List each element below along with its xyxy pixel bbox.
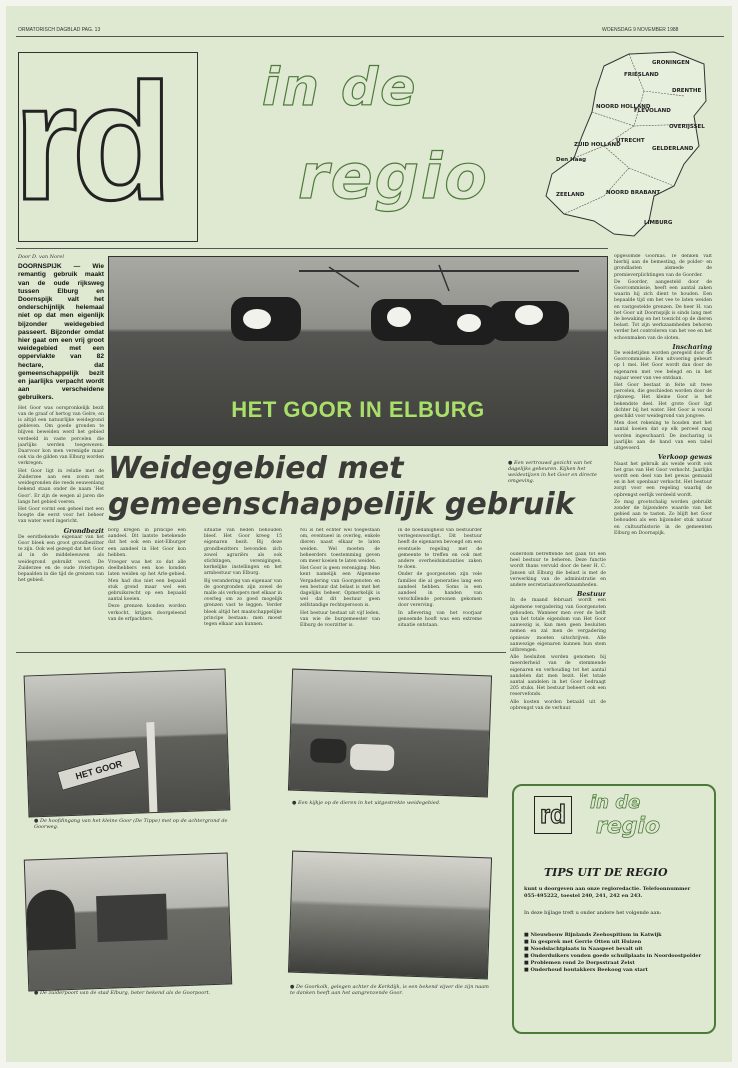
cow-shape	[310, 738, 347, 763]
article-paragraph: Alle besluiten worden genomen bij meerderheid van de stemmende eigenaren en verhouding tot het aantal aandelen dat men bezit. Het totale aantal aandelen in het Goor bedraagt 205 stuks. Het bestuur beheert ook een reservefonds.	[510, 655, 606, 698]
article-paragraph: Onder de goorgenoten zijn vele families die al generaties lang een aandeel hebben. Soms is een aandeel in handen van verschillende personen gekomen door vererving.	[398, 572, 482, 609]
article-paragraph: In de maand februari wordt een algemene vergadering van Goorgenoten gehouden. Wanneer men over de helft van het totale eigendom van Het Goor aanwezig is, kan men geen besluiten nemen en zal men de vergadering opnieuw moeten uitschrijven. Alle aanwezige eigenaren kunnen hun stem uitbrengen.	[510, 598, 606, 654]
map-label: FLEVOLAND	[634, 108, 671, 114]
photo-goorkolk	[288, 851, 492, 980]
building-shape	[96, 894, 168, 942]
tips-list-item: ■ Problemen rond 2e Dorpsstraat Zeist	[524, 960, 635, 966]
lead-photo-caption: ● Een vertrouwd gezicht van het dagelijks gebeuren. Kijken het weidestijzen in het Goor en directe omgeving.	[508, 460, 597, 484]
photo-goorpoort	[24, 852, 232, 991]
tips-heading: TIPS UIT DE REGIO	[544, 866, 668, 879]
article-paragraph: Nu is het echter wel toegestaan om, eventueel in overleg, enkele dieren naast elkaar te laten weiden. Wel moeten de beheerders toestemming geven om meer koeien te laten weiden.	[300, 528, 380, 565]
article-paragraph: borg kregen in principe een aandeel. Dit laatste betekende dat het ook een niet-Elburger een aandeel in Het Goor kon hebben.	[108, 528, 186, 558]
header-left: ORMATORISCH DAGBLAD PAG. 13	[18, 27, 101, 33]
intro-column	[18, 254, 104, 649]
tips-list-item: ■ Onderduikers vonden goede schuilplaats in Noordoostpolder	[524, 953, 702, 959]
tips-list	[524, 932, 704, 974]
article-paragraph: ouderdom betreffende het gaan tot een heel bestuur te beheren. Deze functie wordt thans vervuld door de heer H. C. Jansen uit Elburg die belast is met de verwerking van de administratie en andere secretariaatswerkzaamheden.	[510, 552, 606, 589]
tips-list-item: ■ Onderhoud houtakkers Beekoog van start	[524, 967, 648, 973]
article-paragraph: Bij verandering van eigenaar van de goorgronden zijn zowel de malle als verkopers met elkaar in overleg om zo goed mogelijk grenzen vast te leggen. Verder bleek altijd het maatschappelijke principe bestaan: men moest tegen elkaar aan kunnen.	[204, 578, 282, 628]
netherlands-map	[534, 46, 724, 246]
photo-caption: ● Een kijkje op de dieren in het uitgestrekte weidegebied.	[292, 800, 441, 806]
masthead-title-line1: in de	[262, 58, 418, 118]
article-paragraph: Het Goor ligt in relatie met de Zuiderzee aan een zoom met weidegronden die reeds eeuwenlang bekend staan onder de naam 'Het Goor'. Er zijn de wegen al jaren die langs het gebied voeren.	[18, 468, 104, 505]
photo-caption: ● De hoofdingang van het kleine Goor (De Tippe) met op de achtergrond de Goorweg.	[34, 818, 228, 830]
tips-title-line1: in de	[590, 792, 641, 813]
intro-text: DOORNSPIJK — Wie remantig gebruik maakt van de oude rijksweg tussen Elburg en Doornspijk valt het onderschijnlijk helemaal niet op dat men eigenlijk bijzonder weidegebied passeert. Bijzonder omdat hier gaat om een vrij groot weidegebied met een oppervlakte van 82 hectare, dat gemeenschappelijk bezit en jaarlijks verpacht wordt aan verscheidene gebruikers.	[18, 263, 104, 402]
article-paragraph: Ze mag grootschalig worden gebruikt zonder de bijzondere waarde van het gebied aan te tasten. Zo blijft het Goor behouden als een bijzonder stuk natuur en cultuurhistorie in de gemeenten Elburg en Doornspijk.	[614, 499, 712, 536]
article-paragraph: Vroeger was het zo dat alle deelhebbers een koe konden laten weiden op het Arle-gebied. Men had dus niet een bepaald stuk grond maar wel een gebruiksrecht op een bepaald aantal koeien.	[108, 560, 186, 603]
subheading-verkoop-gewas: Verkoop gewas	[657, 453, 712, 462]
tree-shape	[26, 889, 76, 951]
subheading-bestuur: Bestuur	[576, 590, 606, 599]
article-paragraph: Het Goor vormt een geheel met een hoogte die eerst voor het beheer van water werd ingericht.	[18, 506, 104, 525]
article-paragraph: Deze grenzen konden worden verkocht, krijgen doorgeleend van de erfpachters.	[108, 604, 186, 622]
map-label: LIMBURG	[644, 220, 673, 226]
article-paragraph: situatie van heden behouden bleef. Het Goor kreeg 15 eigenaren bezit. Bij deze grondbezitters bevonden zich zowel agrariërs als ook stichtingen, verenigingen, kerkelijke instellingen en het armbestuur van Elburg.	[204, 528, 282, 577]
headline-line1: Weidegebied met	[108, 451, 404, 486]
photo-goor-entrance	[24, 669, 231, 818]
map-label: NOORD BRABANT	[606, 190, 661, 196]
lead-photo-overlay: HET GOOR IN ELBURG	[231, 397, 485, 422]
map-label: GELDERLAND	[652, 146, 694, 152]
article-paragraph: De eerstbekende eigenaar van het Goor bleek een groot grondbezitter te zijn. Ook wel gezegd dat het Goor al in de middeleeuwen als weidegrond gebruikt werd. De Zuiderzee en de oude rivierlopen bepaalden in die tijd de grenzen van het gebied.	[18, 534, 104, 584]
article-paragraph: De weidetijden worden geregeld door de Goorcommissie. Een uitvoering gebeurt op 1 mei. Het Goor wordt dan door de eigenaren met vee belegd en in het najaar weer van vee ontdaan.	[614, 351, 712, 381]
map-label: ZEELAND	[556, 192, 585, 198]
byline: Door D. van Norel	[18, 254, 64, 260]
article-column-2	[108, 528, 186, 648]
cow-shape	[350, 744, 395, 772]
tips-contact: kunt u doorgeven aan onze regioredactie. Telefoonnummer 055-495222, toestel 240, 241, 242 en 243.	[524, 886, 691, 899]
article-paragraph: Alle kosten worden betaald uit de opbrengst van de verhuur.	[510, 699, 606, 711]
fence-post	[146, 722, 157, 812]
header-right: WOENSDAG 9 NOVEMBER 1988	[602, 27, 679, 33]
photo-section-rule	[16, 652, 506, 653]
tips-intro: In deze bijlage treft u onder andere het volgende aan:	[524, 910, 662, 916]
photo-sign: HET GOOR	[57, 749, 141, 791]
subheading-grondbezit: Grondbezit	[63, 526, 104, 535]
masthead-rule	[16, 248, 608, 249]
article-paragraph: Men doet rekening te houden met het aantal koeien dat op elk perceel mag worden ingeschaard. De inscharing is jaarlijks aan de hand van een tabel uitgevoerd.	[614, 421, 712, 452]
article-paragraph: De Goorder, aangesteld door de Goorcommissie, heeft een aantal zaken waarin hij zich dient te houden. Een bepaalde tijd om het vee te laten weiden en vastgestelde grenzen. De heer H. van het Goor uit Doornspijk is sinds lang met de bewaking en het toezicht op de dieren belast. Tot zijn werkzaamheden behoren verder het controleren van het vee en het schoonmaken van de sloten.	[614, 279, 712, 341]
map-label: DRENTHE	[672, 88, 702, 94]
map-label: ZUID HOLLAND	[574, 142, 621, 148]
article-paragraph: Het Goor is geen vereniging. Men kent namelijk een Algemene Vergadering van Goorgenoten en een bestuur dat belast is met het dagelijks beheer. Opmerkelijk is wel dat dit bestuur geen zelfstandige rechtspersoon is.	[300, 566, 380, 609]
article-paragraph: Het Goor was oorspronkelijk bezit van de graaf of hertog van Gelre, en is altijd een natuurlijke weidegrond gebleven. Om goede gronden te blijven beweiden werd het gebied verdeeld in vaste percelen die jaarlijks werden toegewezen. Daarvoor kon men verenigde maar ook via de gilden van Elburg worden verkregen.	[18, 405, 104, 467]
tips-title-line2: regio	[596, 814, 661, 839]
header-rule	[16, 36, 724, 37]
article-paragraph: In aflevering van het voorjaar genoemde hooft was een extreme situatie ontstaan.	[398, 610, 482, 629]
tips-rd-logo: rd	[534, 796, 572, 834]
tips-list-item: ■ In gesprek met Gerrie Otten uit Huizen	[524, 939, 642, 945]
article-paragraph: in de hoedanigheid van bestuurder vertegenwoordigt. Dit bestuur heeft de eigenaren bevoegd om een eventuele regeling met de gemeente te treffen en ook met andere overheidsinstanties zaken te doen.	[398, 528, 482, 571]
article-paragraph: opgesomde Goorkas. Te denken valt hierbij aan de bemesting, de polder- en grondlasten alsmede de premieverplichtingen van de Goorder.	[614, 254, 712, 278]
map-label: OVERIJSSEL	[669, 124, 705, 130]
map-label: UTRECHT	[616, 138, 645, 144]
map-label: FRIESLAND	[624, 72, 659, 78]
article-column-5	[398, 528, 482, 648]
tips-box	[512, 784, 716, 1034]
article-paragraph: Het Goor bestaat in feite uit twee percelen, die geschieden worden door de rijksweg. Het kleine Goor is het bekendste deel. Het grote Goor ligt dichter bij het water. Het Goor is vooral geschikt voor weidegrond van jongvee.	[614, 383, 712, 420]
lead-photo-cows	[108, 256, 608, 446]
article-column-7	[614, 254, 712, 782]
map-label: Den Haag	[556, 157, 587, 163]
article-column-3	[204, 528, 282, 648]
subheading-inscharing: Inscharing	[672, 342, 712, 351]
map-label: GRONINGEN	[652, 60, 690, 66]
article-paragraph: Het bestuur bestaat uit vijf leden, van wie de burgemeester van Elburg de voorzitter is.	[300, 610, 380, 629]
photo-cows-field	[288, 669, 492, 798]
rd-logo-box	[13, 50, 198, 242]
tips-list-item: ■ Nieuwbouw Rijnlands Zeehospitium in Katwijk	[524, 932, 662, 938]
masthead-title-line2: regio	[298, 140, 489, 213]
rd-logo: rd	[13, 50, 167, 235]
photo-caption: ● De zuiderpoort van de stad Elburg, beter bekend als de Goorpoort.	[34, 990, 211, 996]
photo-caption: ● De Goorkolk, gelegen achter de Kerkdijk, is een bekend vijver die zijn naam te danken heeft aan het aangrenzende Goor.	[290, 984, 489, 996]
map-label: NOORD HOLLAND	[596, 104, 651, 110]
article-column-4	[300, 528, 380, 648]
tips-list-item: ■ Noodslachtplaats in Naaspeet bevalt uit	[524, 946, 643, 952]
headline-line2: gemeenschappelijk gebruik	[108, 487, 575, 522]
article-paragraph: Naast het gebruik als weide wordt ook het gras van Het Goor verkocht. Jaarlijks wordt een deel van het gewas gemaaid en in het openbaar verkocht. Het bestuur zorgt voor een regeling waarbij de opbrengst eerlijk verdeeld wordt.	[614, 461, 712, 498]
